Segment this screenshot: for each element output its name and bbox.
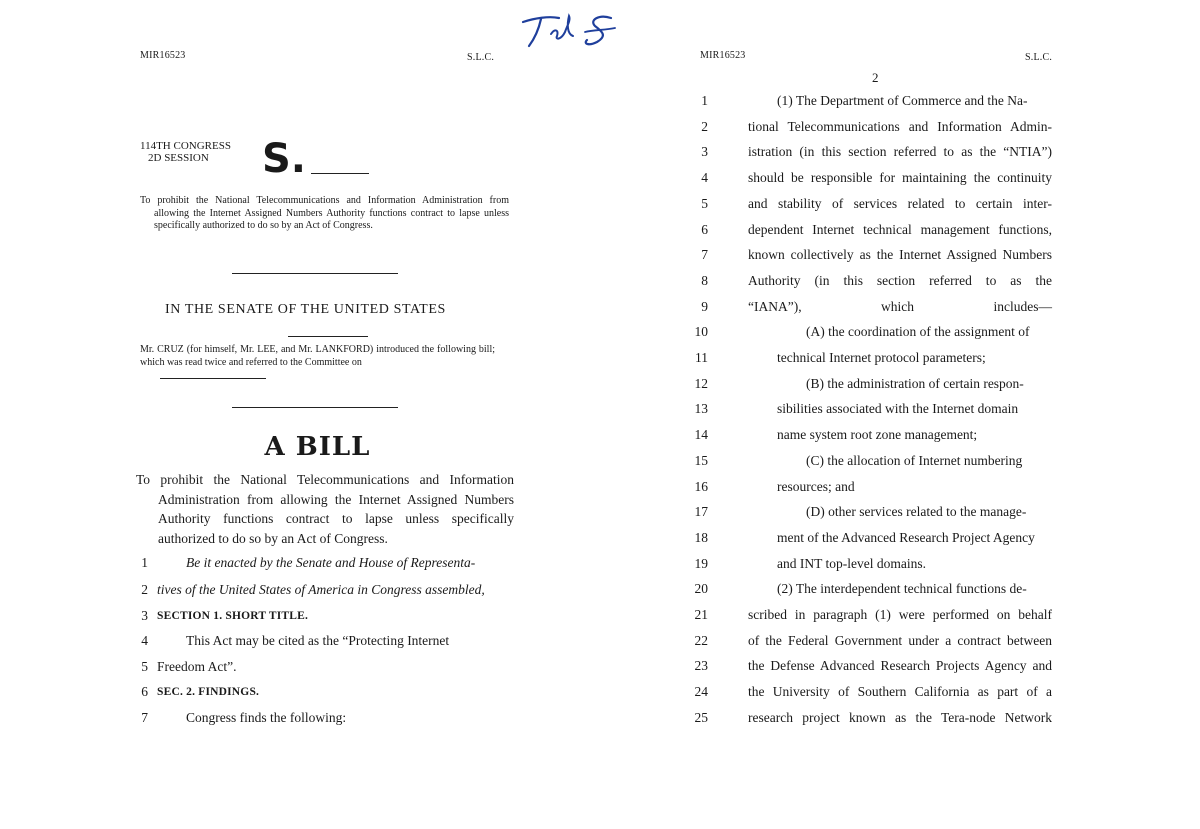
bill-text-line: and stability of services related to certain inter-	[748, 196, 1052, 211]
bill-text-line: (1) The Department of Commerce and the Na-	[777, 93, 1028, 108]
line-number: 6	[141, 684, 148, 699]
section-heading: SEC. 2. FINDINGS.	[157, 686, 260, 698]
bill-text-line: known collectively as the Internet Assigned Numbers	[748, 247, 1052, 262]
bill-text-line: (2) The interdependent technical functions de-	[777, 581, 1027, 596]
committee-blank	[160, 378, 266, 379]
page2-doc-id: MIR16523	[700, 50, 746, 61]
section-heading: SECTION 1. SHORT TITLE.	[157, 610, 309, 622]
bill-text-line: should be responsible for maintaining the continuity	[748, 170, 1052, 185]
divider	[288, 336, 368, 337]
congress-label: 114TH CONGRESS	[140, 140, 231, 152]
divider	[232, 407, 398, 408]
short-description: To prohibit the National Telecommunications and Information Administration from allowing the Internet Assigned Numbers Authority functions contract to lapse unless specifically authorized to do so by an Act of Congress.	[140, 195, 509, 231]
line-number: 4	[141, 633, 148, 648]
line-number: 12	[694, 376, 708, 391]
line-number: 10	[694, 324, 708, 339]
bill-text-line: (C) the allocation of Internet numbering	[806, 453, 1023, 468]
divider	[232, 273, 398, 274]
line-number: 6	[701, 222, 708, 237]
line-number: 13	[694, 401, 708, 416]
bill-text-line: Freedom Act”.	[157, 659, 237, 674]
line-number: 3	[701, 144, 708, 159]
bill-text-line: sibilities associated with the Internet domain	[777, 401, 1019, 416]
line-number: 7	[701, 247, 708, 262]
line-number: 7	[141, 710, 148, 725]
line-number: 9	[701, 299, 708, 314]
line-number: 1	[141, 555, 148, 570]
signature-image	[515, 10, 625, 50]
bill-text-line: Authority (in this section referred to as the	[748, 273, 1052, 288]
line-number: 5	[141, 659, 148, 674]
session-label: 2D SESSION	[148, 152, 209, 164]
line-number: 19	[694, 556, 708, 571]
line-number: 3	[141, 608, 148, 623]
line-number: 20	[694, 581, 708, 596]
line-number: 2	[701, 119, 708, 134]
line-number: 24	[694, 684, 708, 699]
line-number: 14	[694, 427, 708, 442]
bill-text-line: (D) other services related to the manage-	[806, 504, 1027, 519]
line-number: 18	[694, 530, 708, 545]
line-number: 4	[701, 170, 708, 185]
bill-number-blank	[311, 173, 369, 174]
bill-text-line: research project known as the Tera-node Network	[748, 710, 1052, 725]
bill-text-line: Be it enacted by the Senate and House of Representa-	[186, 555, 476, 570]
introduction-text: Mr. CRUZ (for himself, Mr. LEE, and Mr. LANKFORD) introduced the following bill; which was read twice and referred to the Committee on	[140, 344, 495, 368]
bill-number: S.	[262, 136, 307, 182]
bill-text-line: tives of the United States of America in Congress assembled,	[157, 582, 485, 597]
bill-text-line: dependent Internet technical management functions,	[748, 222, 1052, 237]
line-number: 8	[701, 273, 708, 288]
line-number: 16	[694, 479, 708, 494]
bill-text-line: istration (in this section referred to as the “NTIA”)	[748, 144, 1052, 159]
bill-text-line: tional Telecommunications and Information Admin-	[748, 119, 1052, 134]
bill-text-line: ment of the Advanced Research Project Agency	[777, 530, 1035, 545]
line-number: 17	[694, 504, 708, 519]
line-number: 2	[141, 582, 148, 597]
page1-doc-id: MIR16523	[140, 50, 186, 61]
line-number: 22	[694, 633, 708, 648]
line-number: 11	[695, 350, 708, 365]
congress-block	[140, 140, 231, 164]
page-number: 2	[872, 70, 879, 85]
bill-title: A BILL	[264, 432, 371, 462]
bill-text-line: name system root zone management;	[777, 427, 978, 442]
bill-text-line: technical Internet protocol parameters;	[777, 350, 986, 365]
bill-text-line: and INT top-level domains.	[777, 556, 926, 571]
bill-text-line: resources; and	[777, 479, 855, 494]
page1-slc: S.L.C.	[467, 52, 495, 63]
bill-text-line: the University of Southern California as part of a	[748, 684, 1052, 699]
line-number: 23	[694, 658, 708, 673]
bill-text-line: of the Federal Government under a contract between	[748, 633, 1052, 648]
bill-text-line: This Act may be cited as the “Protecting Internet	[186, 633, 450, 648]
line-number: 5	[701, 196, 708, 211]
long-title: To prohibit the National Telecommunications and Information Administration from allowing the Internet Assigned Numbers Authority functions contract to lapse unless specifically authorized to do so by an Act of Congress.	[136, 472, 514, 546]
bill-text-line: Congress finds the following:	[186, 710, 347, 725]
bill-text-line: (A) the coordination of the assignment of	[806, 324, 1030, 339]
bill-text-line: (B) the administration of certain respon-	[806, 376, 1024, 391]
line-number: 15	[694, 453, 708, 468]
page2-slc: S.L.C.	[1025, 52, 1053, 63]
bill-text-line: “IANA”), which includes—	[748, 299, 1052, 314]
senate-heading: IN THE SENATE OF THE UNITED STATES	[165, 302, 446, 317]
bill-text-line: scribed in paragraph (1) were performed on behalf	[748, 607, 1052, 622]
line-number: 1	[701, 93, 708, 108]
line-number: 21	[694, 607, 708, 622]
bill-text-line: the Defense Advanced Research Projects Agency and	[748, 658, 1052, 673]
line-number: 25	[694, 710, 708, 725]
